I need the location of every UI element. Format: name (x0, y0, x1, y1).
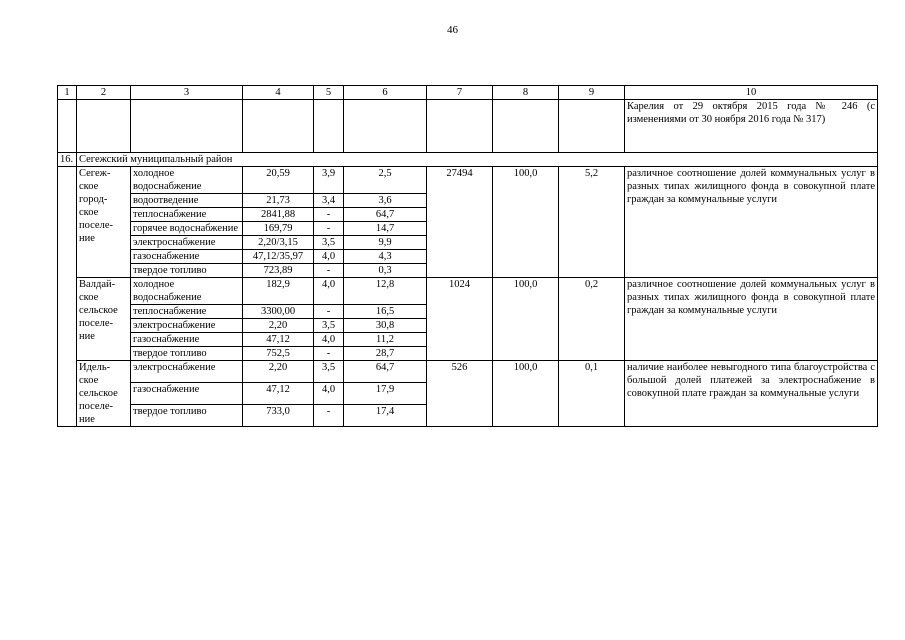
growth-index: - (314, 222, 344, 236)
empty-cell (559, 100, 625, 153)
page-number: 46 (447, 24, 458, 36)
deviation-value: 0,2 (559, 278, 625, 361)
growth-index: 3,5 (314, 361, 344, 383)
share-value: 9,9 (344, 236, 427, 250)
service-name: электроснабжение (131, 236, 243, 250)
settlement-service-row (58, 361, 878, 383)
service-name: холодное водоснабжение (131, 278, 243, 305)
service-name: водоотведение (131, 194, 243, 208)
empty-cell (77, 100, 131, 153)
service-name: теплоснабжение (131, 208, 243, 222)
tariff-value: 21,73 (243, 194, 314, 208)
service-name: холодное водоснабжение (131, 167, 243, 194)
share-value: 16,5 (344, 305, 427, 319)
tariff-value: 2841,88 (243, 208, 314, 222)
district-number: 16. (58, 153, 77, 167)
service-name: твердое топливо (131, 264, 243, 278)
tariff-value: 169,79 (243, 222, 314, 236)
settlement-service-row (58, 278, 878, 305)
share-value: 2,5 (344, 167, 427, 194)
empty-cell (344, 100, 427, 153)
column-header: 5 (314, 86, 344, 100)
settlement-name: Идель- ское сельское поселе- ние (77, 361, 131, 427)
growth-index: 3,5 (314, 236, 344, 250)
column-header: 6 (344, 86, 427, 100)
growth-index: - (314, 305, 344, 319)
column-header: 7 (427, 86, 493, 100)
tariff-value: 723,89 (243, 264, 314, 278)
population-share: 100,0 (493, 361, 559, 427)
column-header: 2 (77, 86, 131, 100)
tariff-value: 47,12/35,97 (243, 250, 314, 264)
tariff-value: 733,0 (243, 405, 314, 427)
tariff-value: 3300,00 (243, 305, 314, 319)
share-value: 17,9 (344, 383, 427, 405)
tariff-value: 2,20 (243, 319, 314, 333)
share-value: 28,7 (344, 347, 427, 361)
tariff-value: 2,20/3,15 (243, 236, 314, 250)
population-count: 27494 (427, 167, 493, 278)
column-header: 3 (131, 86, 243, 100)
share-value: 4,3 (344, 250, 427, 264)
empty-cell (314, 100, 344, 153)
header-row (58, 86, 878, 100)
service-name: электроснабжение (131, 361, 243, 383)
settlement-service-row (58, 167, 878, 194)
empty-cell (131, 100, 243, 153)
growth-index: 3,9 (314, 167, 344, 194)
continuation-row (58, 100, 878, 153)
growth-index: 3,5 (314, 319, 344, 333)
reason-note: наличие наиболее невыгодного типа благоустройства с большой долей платежей за электроснабжение в совокупной плате граждан за коммунальные услуги (625, 361, 878, 427)
empty-cell (493, 100, 559, 153)
column-header: 4 (243, 86, 314, 100)
service-name: газоснабжение (131, 333, 243, 347)
column-header: 8 (493, 86, 559, 100)
empty-cell (427, 100, 493, 153)
tariff-value: 182,9 (243, 278, 314, 305)
growth-index: - (314, 208, 344, 222)
tariff-value: 47,12 (243, 333, 314, 347)
tariff-value: 20,59 (243, 167, 314, 194)
growth-index: 4,0 (314, 383, 344, 405)
tariff-table (57, 85, 878, 427)
tariff-value: 2,20 (243, 361, 314, 383)
empty-number-cell (58, 167, 77, 427)
service-name: электроснабжение (131, 319, 243, 333)
share-value: 0,3 (344, 264, 427, 278)
settlement-name: Валдай- ское сельское поселе- ние (77, 278, 131, 361)
service-name: твердое топливо (131, 405, 243, 427)
share-value: 3,6 (344, 194, 427, 208)
population-count: 526 (427, 361, 493, 427)
share-value: 64,7 (344, 361, 427, 383)
share-value: 12,8 (344, 278, 427, 305)
growth-index: - (314, 405, 344, 427)
growth-index: 4,0 (314, 333, 344, 347)
legal-reference-note: Карелия от 29 октября 2015 года № 246 (с изменениями от 30 ноября 2016 года № 317) (625, 100, 878, 153)
settlement-name: Сегеж- ское город- ское поселе- ние (77, 167, 131, 278)
service-name: горячее водоснабжение (131, 222, 243, 236)
service-name: газоснабжение (131, 250, 243, 264)
population-share: 100,0 (493, 278, 559, 361)
share-value: 17,4 (344, 405, 427, 427)
share-value: 14,7 (344, 222, 427, 236)
population-share: 100,0 (493, 167, 559, 278)
empty-cell (58, 100, 77, 153)
share-value: 11,2 (344, 333, 427, 347)
tariff-value: 752,5 (243, 347, 314, 361)
column-header: 9 (559, 86, 625, 100)
deviation-value: 5,2 (559, 167, 625, 278)
column-header: 10 (625, 86, 878, 100)
share-value: 30,8 (344, 319, 427, 333)
growth-index: 4,0 (314, 250, 344, 264)
growth-index: 3,4 (314, 194, 344, 208)
share-value: 64,7 (344, 208, 427, 222)
service-name: теплоснабжение (131, 305, 243, 319)
reason-note: различное соотношение долей коммунальных услуг в разных типах жилищного фонда в совокупной плате граждан за коммунальные услуги (625, 278, 878, 361)
growth-index: - (314, 264, 344, 278)
empty-cell (243, 100, 314, 153)
tariff-value: 47,12 (243, 383, 314, 405)
growth-index: - (314, 347, 344, 361)
service-name: газоснабжение (131, 383, 243, 405)
deviation-value: 0,1 (559, 361, 625, 427)
column-header: 1 (58, 86, 77, 100)
population-count: 1024 (427, 278, 493, 361)
service-name: твердое топливо (131, 347, 243, 361)
reason-note: различное соотношение долей коммунальных услуг в разных типах жилищного фонда в совокупной плате граждан за коммунальные услуги (625, 167, 878, 278)
district-row (58, 153, 878, 167)
growth-index: 4,0 (314, 278, 344, 305)
district-name: Сегежский муниципальный район (77, 153, 878, 167)
